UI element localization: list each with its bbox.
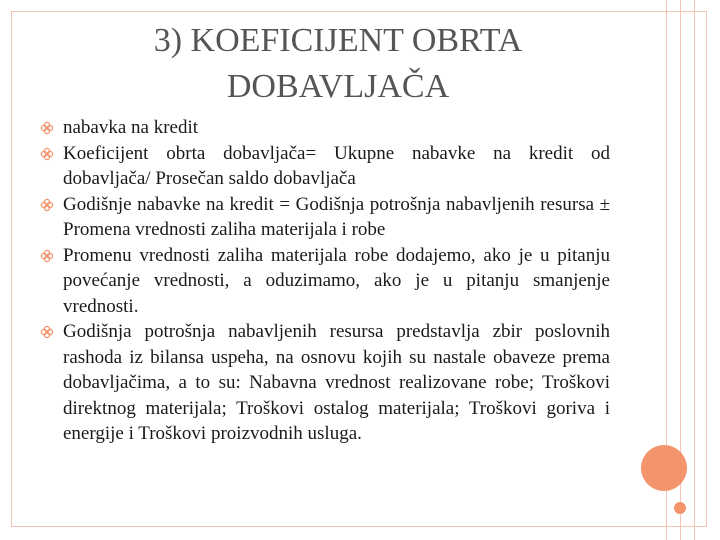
slide-title	[60, 18, 616, 110]
bullet-text: Koeficijent obrta dobavljača= Ukupne nabavke na kredit od dobavljača/ Prosečan saldo dobavljača	[63, 142, 610, 189]
bullet-item	[36, 243, 610, 320]
decor-circle-large	[641, 445, 687, 491]
flower-bullet-icon	[40, 121, 54, 135]
bullet-text: Godišnje nabavke na kredit = Godišnja potrošnja nabavljenih resursa ± Promena vrednosti zaliha materijala i robe	[63, 193, 610, 240]
bullet-item	[36, 319, 610, 447]
bullet-text: nabavka na kredit	[63, 117, 199, 138]
flower-bullet-icon	[40, 325, 54, 339]
flower-bullet-icon	[40, 249, 54, 263]
title-line-1: 3) KOEFICIJENT OBRTA	[153, 22, 523, 59]
bullet-list	[36, 115, 610, 447]
flower-bullet-icon	[40, 147, 54, 161]
decor-circle-small	[674, 502, 686, 514]
bullet-item	[36, 115, 610, 141]
bullet-text: Godišnja potrošnja nabavljenih resursa predstavlja zbir poslovnih rashoda iz bilansa uspeha, na osnovu kojih su nastale obaveze prema dobavljačima, a to su: Nabavna vrednost realizovane robe; Troškovi direktnog materijala; Troškovi ostalog materijala; Troškovi goriva i energije i Troškovi proizvodnih usluga.	[63, 321, 610, 444]
bullet-text: Promenu vrednosti zaliha materijala robe dodajemo, ako je u pitanju povećanje vrednosti, a oduzimamo, ako je u pitanju smanjenje vrednosti.	[63, 244, 610, 317]
bullet-item	[36, 141, 610, 192]
decor-line	[694, 0, 695, 540]
title-line-2: DOBAVLJAČA	[226, 68, 450, 105]
flower-bullet-icon	[40, 198, 54, 212]
bullet-item	[36, 192, 610, 243]
